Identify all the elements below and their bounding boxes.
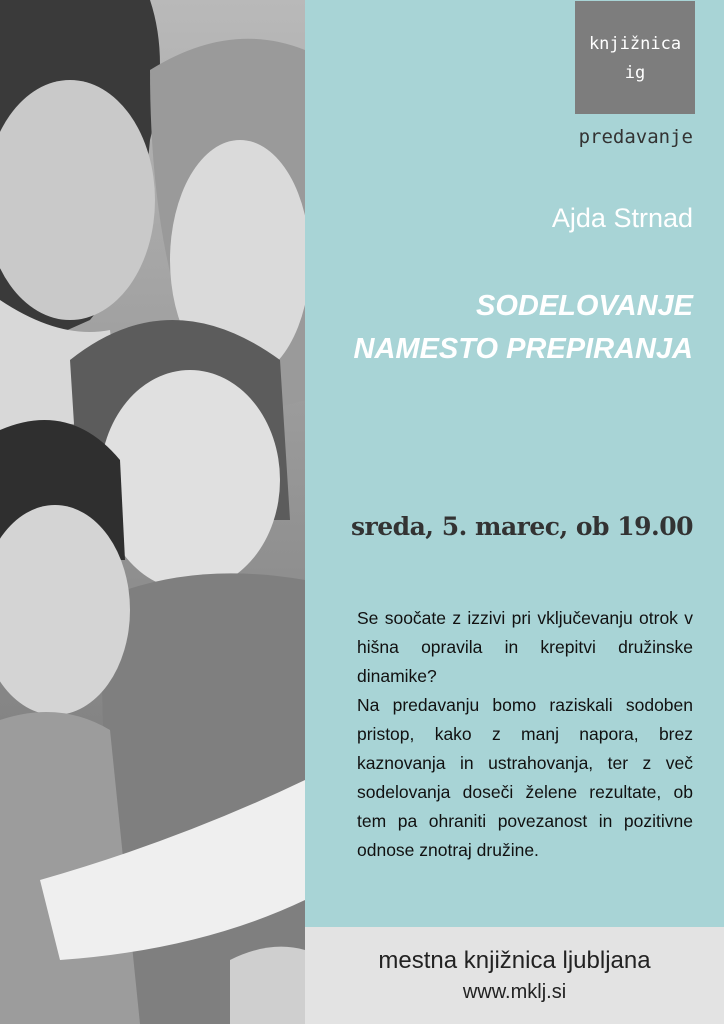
- logo-line-2: ig: [624, 63, 646, 83]
- library-logo: [575, 1, 695, 114]
- title-line-2: NAMESTO PREPIRANJA: [353, 333, 693, 365]
- event-title: [354, 285, 693, 371]
- logo-line-1: knjižnica: [588, 34, 682, 54]
- footer-library-name: mestna knjižnica ljubljana: [378, 947, 651, 974]
- title-line-1: SODELOVANJE: [475, 290, 693, 322]
- family-photo: [0, 0, 305, 1024]
- footer-url-link[interactable]: www.mklj.si: [462, 981, 567, 1003]
- description-paragraph-1: Se soočate z izzivi pri vključevanju otrok v hišna opravila in krepitvi družinske dinamike?: [357, 608, 693, 686]
- event-type: predavanje: [578, 126, 693, 148]
- family-photo-illustration: [0, 0, 305, 1024]
- speaker-name: Ajda Strnad: [551, 203, 693, 233]
- event-description: [357, 604, 693, 865]
- event-date-time: sreda, 5. marec, ob 19.00: [350, 512, 693, 541]
- footer: [305, 927, 724, 1024]
- description-paragraph-2: Na predavanju bomo raziskali sodoben pristop, kako z manj napora, brez kaznovanja in ustrahovanja, ter z več sodelovanja doseči želene rezultate, ob tem pa ohraniti povezanost in pozitivne odnose znotraj družine.: [357, 695, 693, 860]
